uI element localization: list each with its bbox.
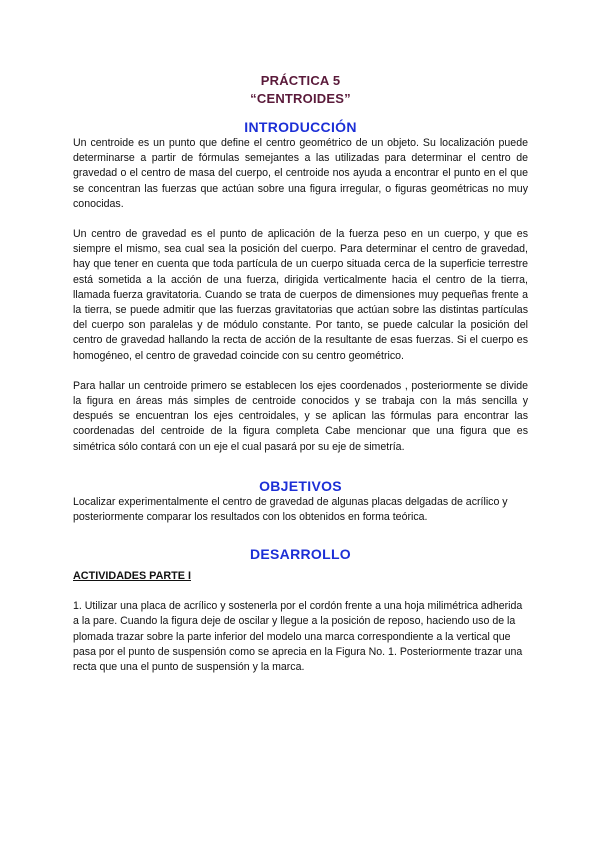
activity-step-1: 1. Utilizar una placa de acrílico y sostenerla por el cordón frente a una hoja milimétrica adherida a la pare. Cuando la figura deje de oscilar y llegue a la posición de reposo, haciendo uso de la plomada trazar sobre la parte inferior del modelo una marca correspondiente a la vertical que pasa por el punto de suspensión como se aprecia en la Figura No. 1. Posteriormente trazar una recta que una el punto de suspensión y la marca.: [73, 600, 523, 674]
heading-introduccion: INTRODUCCIÓN: [244, 119, 357, 135]
document-page: [73, 62, 528, 675]
practice-subtitle: “CENTROIDES”: [250, 91, 351, 106]
subheading-actividades-parte-1: ACTIVIDADES PARTE I: [73, 570, 191, 583]
intro-paragraph-3: Para hallar un centroide primero se establecen los ejes coordenados , posteriormente se divide la figura en áreas más simples de centroide conocidos y se trabaja con la más sencilla y después se encuentran los ejes centroidales, y se aplican las fórmulas para encontrar las coordenadas del centroide de la figura completa Cabe mencionar que una figura que es simétrica sólo contará con un eje el cual pasará por su eje de simetría.: [73, 379, 528, 453]
intro-paragraph-2: Un centro de gravedad es el punto de aplicación de la fuerza peso en un cuerpo, y que es siempre el mismo, sea cual sea la posición del cuerpo. Para determinar el centro de gravedad, hay que tener en cuenta que toda partícula de un cuerpo situada cerca de la superficie terrestre está sometida a la acción de una fuerza, dirigida verticalmente hacia el centro de la tierra, llamada fuerza gravitatoria. Cuando se trata de cuerpos de dimensiones muy pequeñas frente a la tierra, se puede admitir que las fuerzas gravitatorias que actúan sobre las distintas partículas del cuerpo son paralelas y de módulo constante. Por tanto, se puede calcular la posición del centro de gravedad hallando la recta de acción de la resultante de esas fuerzas. Si el cuerpo es homogéneo, el centro de gravedad coincide con su centro geométrico.: [73, 228, 528, 362]
heading-objetivos: OBJETIVOS: [259, 477, 342, 494]
intro-paragraph-1: Un centroide es un punto que define el centro geométrico de un objeto. Su localización puede determinarse a partir de fórmulas semejantes a las utilizadas para determinar el centro de gravedad o el centro de masa del cuerpo, el centroide nos ayuda a encontrar el punto en el que se concentran las fuerzas que actúan sobre una figura irregular, o figuras geométricas no muy conocidas.: [73, 137, 528, 210]
objetivos-paragraph: Localizar experimentalmente el centro de gravedad de algunas placas delgadas de acrílico y posteriormente comparar los resultados con los obtenidos en forma teórica.: [73, 495, 508, 524]
practice-title: PRÁCTICA 5: [260, 73, 341, 88]
title-block: [73, 72, 528, 108]
heading-desarrollo: DESARROLLO: [250, 546, 351, 563]
